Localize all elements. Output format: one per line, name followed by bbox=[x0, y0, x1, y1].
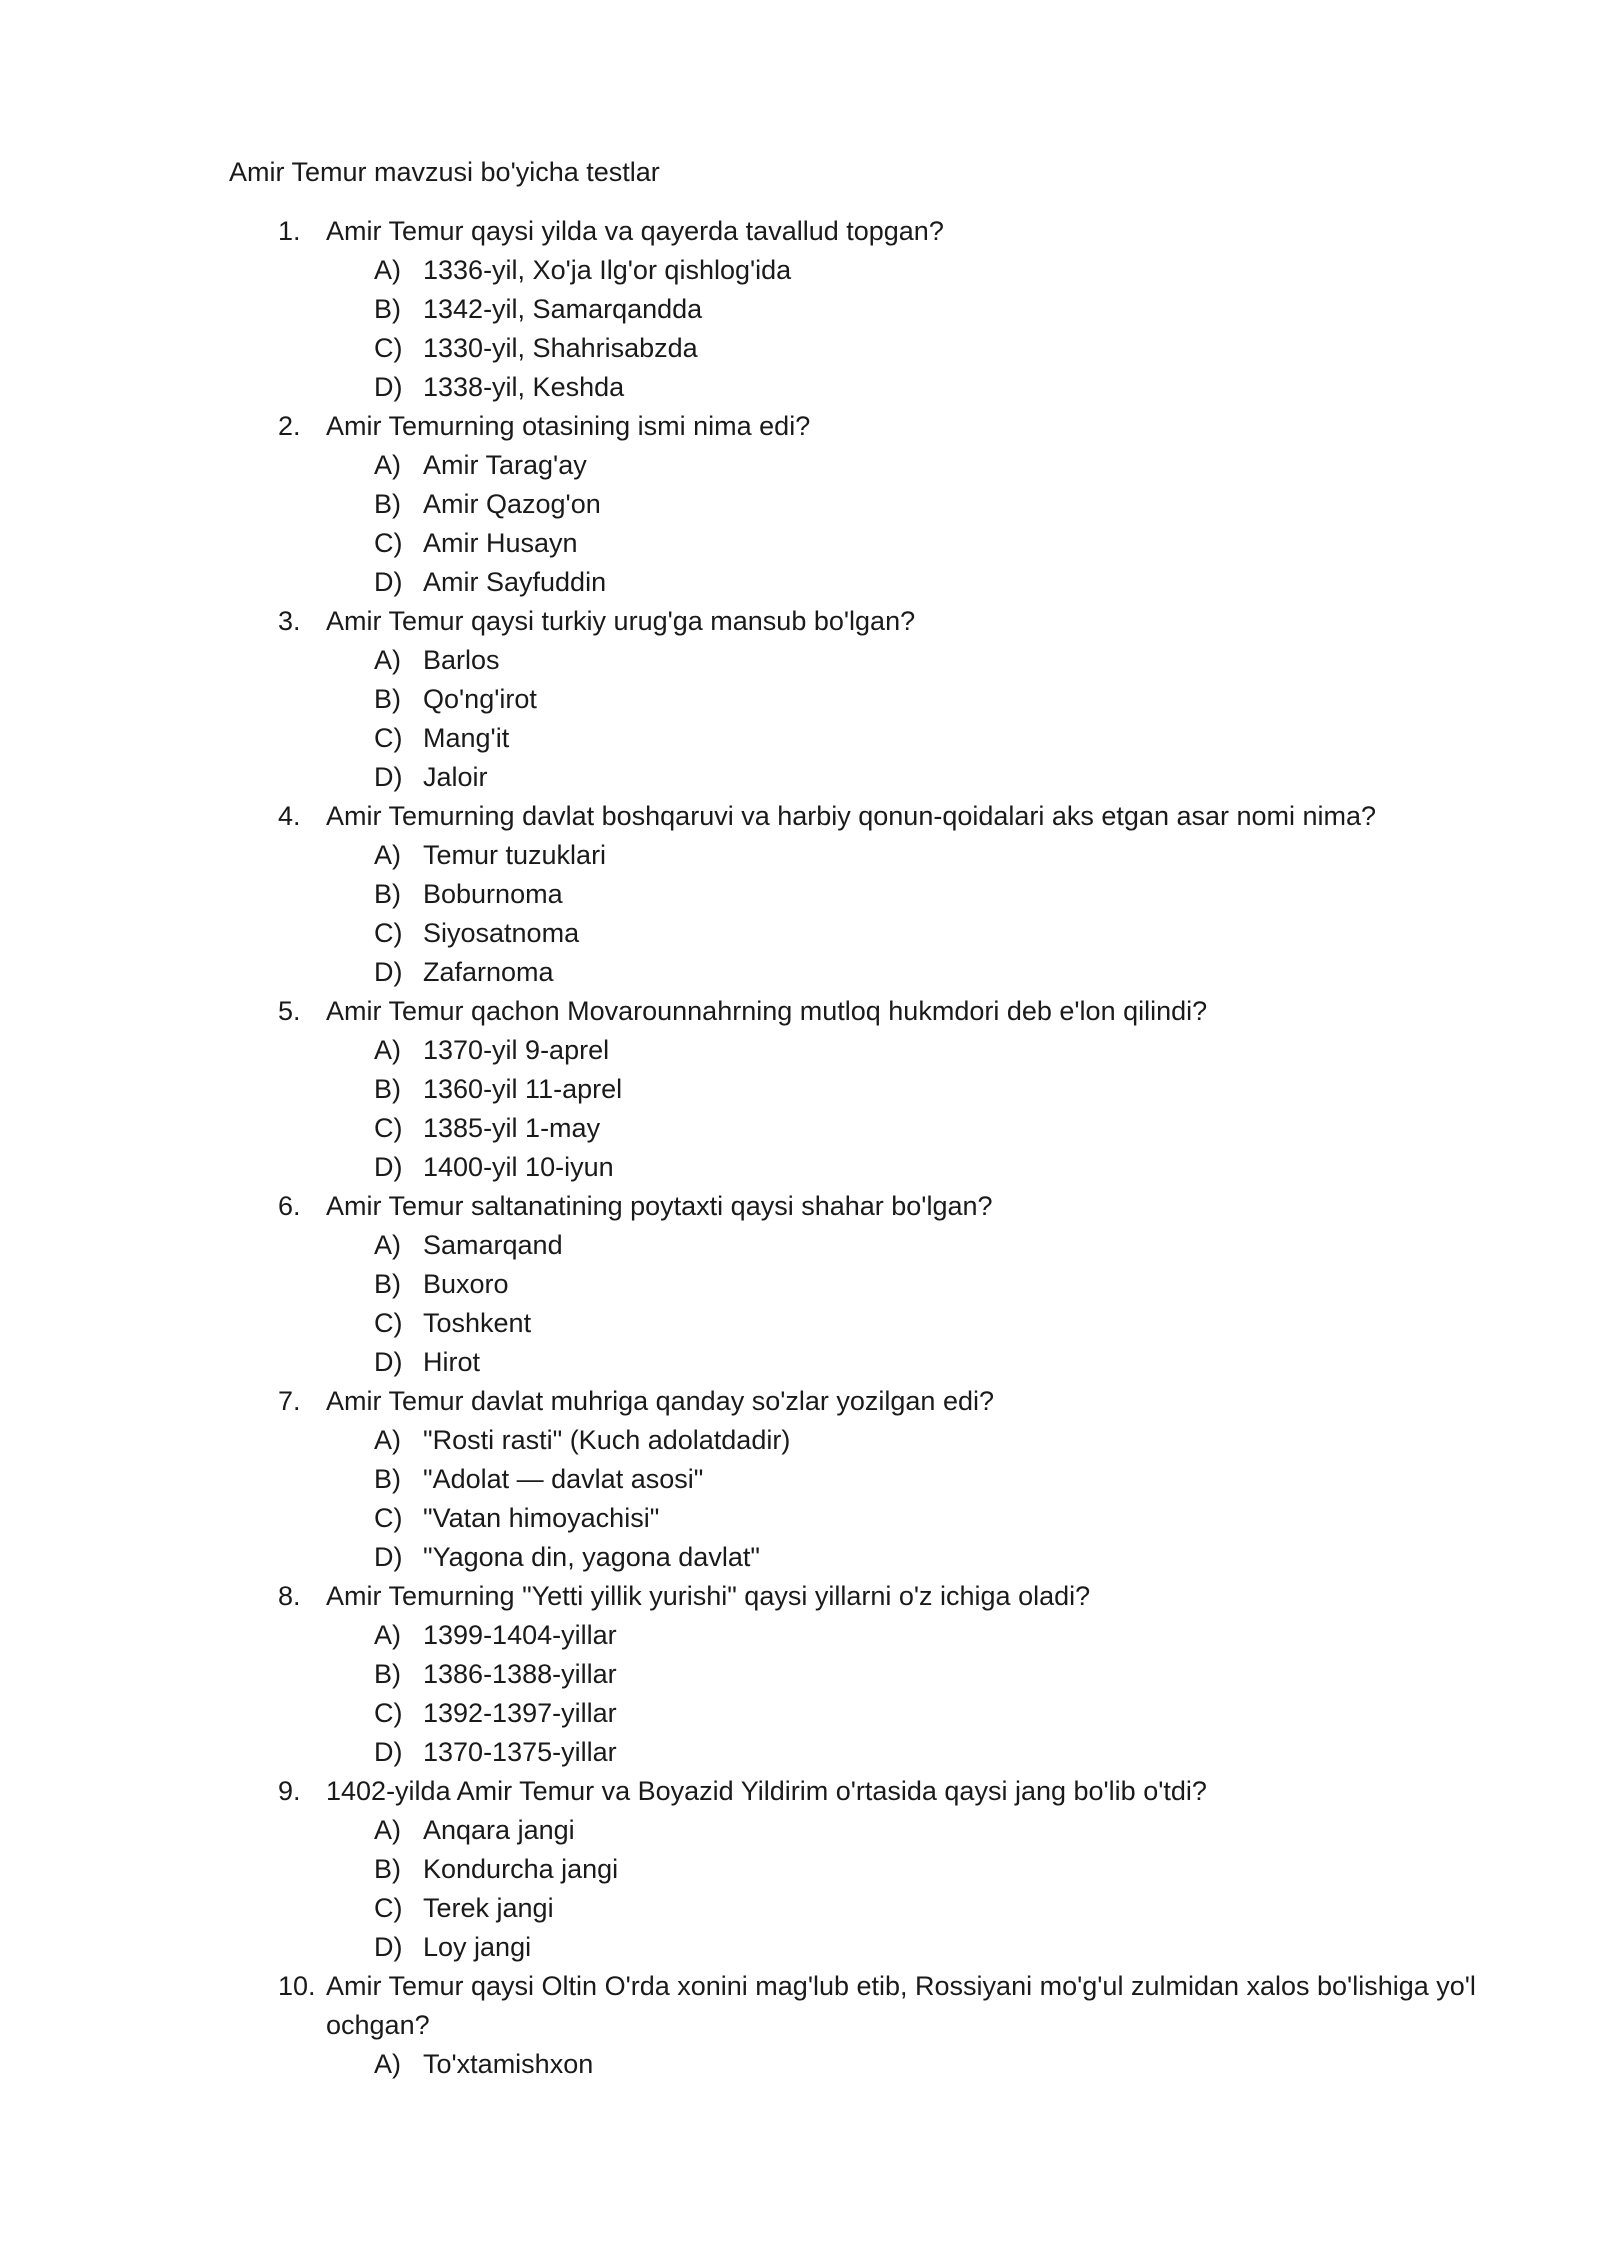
option-text: Temur tuzuklari bbox=[423, 840, 607, 870]
question-row bbox=[0, 1577, 1496, 1616]
option-letter: C) bbox=[374, 918, 403, 948]
option-item bbox=[0, 2045, 1600, 2084]
option-item bbox=[0, 836, 1600, 875]
option-letter: D) bbox=[374, 762, 403, 792]
option-text: Buxoro bbox=[423, 1269, 509, 1299]
option-item bbox=[0, 641, 1600, 680]
option-text: "Yagona din, yagona davlat" bbox=[423, 1542, 760, 1572]
option-letter: B) bbox=[374, 1269, 401, 1299]
option-text: 1386-1388-yillar bbox=[423, 1659, 617, 1689]
question-text: 1402-yilda Amir Temur va Boyazid Yildirim o'rtasida qaysi jang bo'lib o'tdi? bbox=[326, 1776, 1207, 1806]
question-row bbox=[0, 1772, 1496, 1811]
option-letter: C) bbox=[374, 1698, 403, 1728]
option-text: Jaloir bbox=[423, 762, 488, 792]
option-list bbox=[0, 1616, 1600, 1772]
option-item bbox=[0, 251, 1600, 290]
option-letter: A) bbox=[374, 1425, 401, 1455]
option-letter: B) bbox=[374, 1464, 401, 1494]
question-item bbox=[0, 992, 1600, 1187]
question-row bbox=[0, 407, 1496, 446]
option-text: 1370-yil 9-aprel bbox=[423, 1035, 610, 1065]
question-text: Amir Temur qaysi Oltin O'rda xonini mag'lub etib, Rossiyani mo'g'ul zulmidan xalos bo'lishiga yo'l ochgan? bbox=[326, 1971, 1476, 2040]
option-text: Loy jangi bbox=[423, 1932, 532, 1962]
option-text: Toshkent bbox=[423, 1308, 532, 1338]
option-item bbox=[0, 1655, 1600, 1694]
option-letter: D) bbox=[374, 1152, 403, 1182]
option-item bbox=[0, 329, 1600, 368]
option-text: Amir Qazog'on bbox=[423, 489, 601, 519]
option-item bbox=[0, 290, 1600, 329]
option-letter: D) bbox=[374, 567, 403, 597]
option-letter: A) bbox=[374, 1815, 401, 1845]
option-letter: C) bbox=[374, 1503, 403, 1533]
question-number: 1. bbox=[278, 216, 301, 246]
option-list bbox=[0, 251, 1600, 407]
question-text: Amir Temur davlat muhriga qanday so'zlar yozilgan edi? bbox=[326, 1386, 994, 1416]
option-letter: C) bbox=[374, 1893, 403, 1923]
option-list bbox=[0, 446, 1600, 602]
option-text: Amir Tarag'ay bbox=[423, 450, 587, 480]
option-text: 1342-yil, Samarqandda bbox=[423, 294, 703, 324]
option-text: To'xtamishxon bbox=[423, 2049, 594, 2079]
option-list bbox=[0, 1421, 1600, 1577]
question-row bbox=[0, 1382, 1496, 1421]
option-text: "Vatan himoyachisi" bbox=[423, 1503, 660, 1533]
document-title: Amir Temur mavzusi bo'yicha testlar bbox=[229, 157, 660, 187]
option-letter: D) bbox=[374, 1737, 403, 1767]
question-row bbox=[0, 797, 1496, 836]
option-text: 1400-yil 10-iyun bbox=[423, 1152, 614, 1182]
option-item bbox=[0, 524, 1600, 563]
option-letter: C) bbox=[374, 1113, 403, 1143]
option-text: Anqara jangi bbox=[423, 1815, 575, 1845]
option-text: Siyosatnoma bbox=[423, 918, 580, 948]
option-item bbox=[0, 953, 1600, 992]
option-item bbox=[0, 680, 1600, 719]
question-text: Amir Temurning otasining ismi nima edi? bbox=[326, 411, 811, 441]
option-item bbox=[0, 563, 1600, 602]
question-number: 9. bbox=[278, 1776, 301, 1806]
option-item bbox=[0, 914, 1600, 953]
option-letter: A) bbox=[374, 1620, 401, 1650]
option-letter: A) bbox=[374, 1035, 401, 1065]
option-text: Samarqand bbox=[423, 1230, 563, 1260]
option-item bbox=[0, 1811, 1600, 1850]
option-item bbox=[0, 1265, 1600, 1304]
option-item bbox=[0, 875, 1600, 914]
option-item bbox=[0, 368, 1600, 407]
question-row bbox=[0, 212, 1496, 251]
question-item bbox=[0, 212, 1600, 407]
option-letter: A) bbox=[374, 2049, 401, 2079]
question-item bbox=[0, 1772, 1600, 1967]
option-item bbox=[0, 1928, 1600, 1967]
option-item bbox=[0, 1109, 1600, 1148]
option-text: Amir Husayn bbox=[423, 528, 578, 558]
option-list bbox=[0, 836, 1600, 992]
question-number: 5. bbox=[278, 996, 301, 1026]
question-text: Amir Temur qachon Movarounnahrning mutloq hukmdori deb e'lon qilindi? bbox=[326, 996, 1208, 1026]
option-item bbox=[0, 446, 1600, 485]
option-text: Kondurcha jangi bbox=[423, 1854, 619, 1884]
option-item bbox=[0, 1538, 1600, 1577]
option-item bbox=[0, 1694, 1600, 1733]
option-item bbox=[0, 1889, 1600, 1928]
option-item bbox=[0, 1616, 1600, 1655]
question-text: Amir Temurning davlat boshqaruvi va harbiy qonun-qoidalari aks etgan asar nomi nima? bbox=[326, 801, 1377, 831]
question-number: 4. bbox=[278, 801, 301, 831]
option-letter: D) bbox=[374, 1347, 403, 1377]
question-number: 8. bbox=[278, 1581, 301, 1611]
option-letter: D) bbox=[374, 372, 403, 402]
option-item bbox=[0, 1421, 1600, 1460]
question-number: 6. bbox=[278, 1191, 301, 1221]
option-letter: A) bbox=[374, 1230, 401, 1260]
option-text: Zafarnoma bbox=[423, 957, 554, 987]
option-text: 1399-1404-yillar bbox=[423, 1620, 617, 1650]
question-item bbox=[0, 1382, 1600, 1577]
option-letter: B) bbox=[374, 1854, 401, 1884]
option-item bbox=[0, 1031, 1600, 1070]
option-list bbox=[0, 641, 1600, 797]
option-text: Boburnoma bbox=[423, 879, 563, 909]
question-row bbox=[0, 602, 1496, 641]
option-text: Barlos bbox=[423, 645, 500, 675]
option-list bbox=[0, 2045, 1600, 2084]
option-text: 1360-yil 11-aprel bbox=[423, 1074, 623, 1104]
option-item bbox=[0, 1733, 1600, 1772]
option-letter: C) bbox=[374, 723, 403, 753]
question-item bbox=[0, 1577, 1600, 1772]
option-text: 1336-yil, Xo'ja Ilg'or qishlog'ida bbox=[423, 255, 792, 285]
option-item bbox=[0, 1850, 1600, 1889]
option-text: 1330-yil, Shahrisabzda bbox=[423, 333, 698, 363]
option-letter: D) bbox=[374, 957, 403, 987]
option-letter: A) bbox=[374, 840, 401, 870]
option-item bbox=[0, 1460, 1600, 1499]
option-text: 1392-1397-yillar bbox=[423, 1698, 617, 1728]
option-item bbox=[0, 758, 1600, 797]
question-text: Amir Temur saltanatining poytaxti qaysi shahar bo'lgan? bbox=[326, 1191, 993, 1221]
option-letter: D) bbox=[374, 1932, 403, 1962]
option-text: Hirot bbox=[423, 1347, 481, 1377]
option-item bbox=[0, 1070, 1600, 1109]
question-text: Amir Temur qaysi turkiy urug'ga mansub bo'lgan? bbox=[326, 606, 916, 636]
option-item bbox=[0, 1304, 1600, 1343]
question-item bbox=[0, 602, 1600, 797]
option-letter: C) bbox=[374, 528, 403, 558]
option-letter: C) bbox=[374, 1308, 403, 1338]
question-item bbox=[0, 1187, 1600, 1382]
option-letter: B) bbox=[374, 489, 401, 519]
option-list bbox=[0, 1226, 1600, 1382]
question-number: 2. bbox=[278, 411, 301, 441]
option-text: 1370-1375-yillar bbox=[423, 1737, 617, 1767]
option-text: "Rosti rasti" (Kuch adolatdadir) bbox=[423, 1425, 791, 1455]
question-row bbox=[0, 992, 1496, 1031]
question-item bbox=[0, 797, 1600, 992]
question-list bbox=[0, 212, 1600, 2084]
option-list bbox=[0, 1811, 1600, 1967]
option-text: Qo'ng'irot bbox=[423, 684, 537, 714]
option-text: Mang'it bbox=[423, 723, 510, 753]
option-text: Amir Sayfuddin bbox=[423, 567, 607, 597]
option-letter: B) bbox=[374, 1074, 401, 1104]
option-letter: A) bbox=[374, 450, 401, 480]
option-letter: B) bbox=[374, 879, 401, 909]
question-row bbox=[0, 1967, 1496, 2045]
question-number: 10. bbox=[278, 1971, 316, 2001]
option-item bbox=[0, 1499, 1600, 1538]
option-item bbox=[0, 1226, 1600, 1265]
option-text: "Adolat — davlat asosi" bbox=[423, 1464, 704, 1494]
option-text: 1385-yil 1-may bbox=[423, 1113, 601, 1143]
option-item bbox=[0, 719, 1600, 758]
option-letter: A) bbox=[374, 255, 401, 285]
option-list bbox=[0, 1031, 1600, 1187]
question-text: Amir Temur qaysi yilda va qayerda tavallud topgan? bbox=[326, 216, 944, 246]
option-item bbox=[0, 485, 1600, 524]
question-number: 7. bbox=[278, 1386, 301, 1416]
option-text: 1338-yil, Keshda bbox=[423, 372, 625, 402]
option-item bbox=[0, 1343, 1600, 1382]
option-letter: D) bbox=[374, 1542, 403, 1572]
question-item bbox=[0, 1967, 1600, 2084]
option-item bbox=[0, 1148, 1600, 1187]
question-text: Amir Temurning "Yetti yillik yurishi" qaysi yillarni o'z ichiga oladi? bbox=[326, 1581, 1091, 1611]
option-letter: C) bbox=[374, 333, 403, 363]
option-letter: B) bbox=[374, 1659, 401, 1689]
option-letter: B) bbox=[374, 294, 401, 324]
option-letter: A) bbox=[374, 645, 401, 675]
question-row bbox=[0, 1187, 1496, 1226]
question-item bbox=[0, 407, 1600, 602]
question-number: 3. bbox=[278, 606, 301, 636]
option-text: Terek jangi bbox=[423, 1893, 554, 1923]
option-letter: B) bbox=[374, 684, 401, 714]
